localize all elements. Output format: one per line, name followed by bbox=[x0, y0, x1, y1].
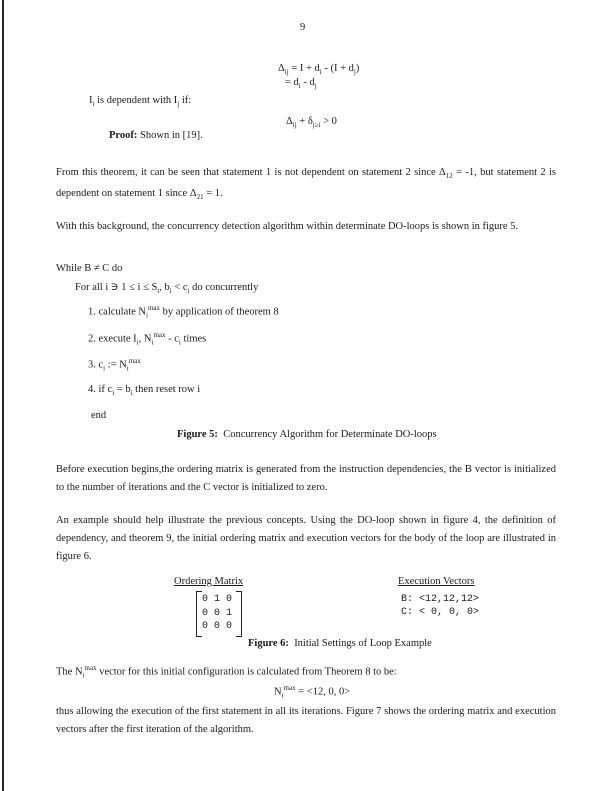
equation-condition: $\Delta_{ij} + \delta_{j\ge i} > 0$ bbox=[286, 116, 337, 130]
ordering-matrix bbox=[196, 591, 242, 637]
b-vector: B: <12,12,12> bbox=[401, 594, 480, 605]
paragraph-background: With this background, the concurrency detection algorithm within determinate DO-loops is shown in figure 5. bbox=[56, 221, 519, 232]
algorithm-while: While B ≠ C do bbox=[56, 263, 123, 274]
matrix-row: 0 0 1 bbox=[202, 607, 233, 619]
algorithm-step-3: 3. $c_i$ := $N_i^{max}$ bbox=[88, 357, 141, 373]
paragraph-example: An example should help illustrate the previous concepts. Using the DO-loop shown in figure 4, the definition of dependency, and theorem 9, the initial ordering matrix and execution vectors for the body of the loop are illustrated in figure 6. bbox=[56, 515, 556, 562]
scan-edge bbox=[2, 0, 4, 791]
algorithm-for-all: For all i ∋ $1 \le i \le S_t$, $b_i < c_i$ do concurrently bbox=[75, 282, 259, 296]
nmax-result: $N_i^{max} = <12$, 0, 0> bbox=[274, 684, 351, 700]
matrix-row: 0 1 0 bbox=[202, 594, 233, 605]
dependent-statement: $I_i$ is dependent with $I_j$ if: bbox=[89, 95, 192, 109]
equation-delta: $\Delta_{ij} = I + d_i - (I + d_j)$ bbox=[278, 63, 360, 77]
algorithm-step-2: 2. execute $I_i$, $N_i^{max} - c_i$ times bbox=[88, 331, 207, 347]
paragraph-nmax: The $N_i^{max}$ vector for this initial configuration is calculated from Theorem 8 to be: bbox=[56, 664, 397, 680]
figure-6-caption: Figure 6: Initial Settings of Loop Example bbox=[248, 638, 432, 649]
algorithm-end: end bbox=[91, 410, 107, 421]
paragraph-theorem-dependency: From this theorem, it can be seen that statement 1 is not dependent on statement 2 since $\Delta_{12} = -1$, but statement 2 is dependent on statement 1 since $\Delta_{21} = 1$. bbox=[56, 167, 556, 202]
algorithm-step-4: 4. if $c_i = b_i$ then reset row i bbox=[88, 384, 201, 398]
equation-delta-diff: = $d_i - d_j$ bbox=[285, 77, 317, 91]
matrix-row: 0 0 0 bbox=[202, 621, 233, 632]
paragraph-before-execution: Before execution begins,the ordering matrix is generated from the instruction dependencies, the B vector is initialized to the number of iterations and the C vector is initialized to zero. bbox=[56, 464, 556, 493]
execution-vectors-title: Execution Vectors bbox=[398, 576, 475, 587]
proof-line: Proof: Shown in [19]. bbox=[109, 130, 203, 141]
figure-5-caption: Figure 5: Concurrency Algorithm for Determinate DO-loops bbox=[177, 429, 437, 440]
ordering-matrix-title: Ordering Matrix bbox=[174, 576, 244, 587]
c-vector: C: < 0, 0, 0> bbox=[401, 607, 480, 618]
paragraph-conclusion: thus allowing the execution of the first statement in all its iterations. Figure 7 shows the ordering matrix and execution vectors after the first iteration of the algorithm. bbox=[56, 706, 556, 735]
page-number: 9 bbox=[300, 22, 306, 33]
algorithm-step-1: 1. calculate $N_i^{max}$ by application of theorem 8 bbox=[88, 304, 279, 320]
